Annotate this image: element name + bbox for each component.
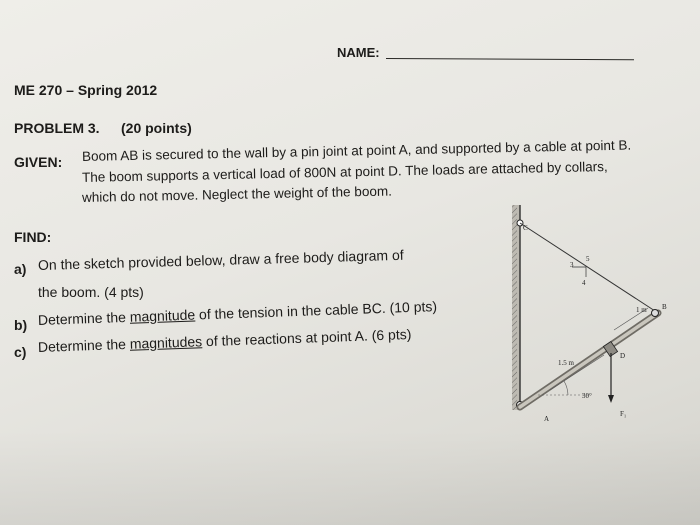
given-line-3: which do not move. Neglect the weight of the boom. [81,183,393,205]
part-b-pre: Determine the [37,308,131,328]
given-line-2: The boom supports a vertical load of 800N at point D. The loads are attached by collars, [81,158,608,185]
label-c: C [523,224,528,232]
angle-arc [564,381,568,395]
part-b-marker: b) [14,317,28,333]
slope-label-5: 5 [586,255,590,263]
end-b-fitting [652,310,659,317]
boom-diagram [490,195,680,440]
dim-label-1m: 1 m [636,306,647,314]
part-c-pre: Determine the [37,335,131,355]
part-c-text [38,327,412,354]
label-b: B [662,303,667,311]
problem-number: PROBLEM 3. [14,120,100,136]
part-b-text [38,299,437,327]
cable-bc [520,223,655,311]
course-title: ME 270 – Spring 2012 [14,82,158,98]
photo-shadow [0,430,700,525]
wall-hatching [512,205,517,410]
dim-label-15m: 1.5 m [558,359,574,367]
part-c-underlined: magnitudes [129,333,203,352]
part-c-post: of the reactions at point A. (6 pts) [201,325,412,350]
given-line-1: Boom AB is secured to the wall by a pin joint at point A, and supported by a cable at point B. [81,137,632,164]
slope-triangle [572,267,586,277]
part-b-post: of the tension in the cable BC. (10 pts) [194,298,438,323]
label-a: A [544,415,550,423]
name-label: NAME: [337,45,380,60]
name-blank-line [386,58,634,60]
angle-label: 30° [582,392,592,400]
given-label: GIVEN: [14,154,63,170]
part-a-line-1: On the sketch provided below, draw a free body diagram of [37,246,404,273]
problem-points: (20 points) [121,120,192,136]
force-arrowhead [608,395,614,403]
part-c-marker: c) [14,344,27,360]
part-a-line-2: the boom. (4 pts) [38,284,144,300]
part-b-underlined: magnitude [129,306,196,325]
part-a-marker: a) [14,261,27,277]
label-d: D [620,352,626,360]
slope-label-4: 4 [582,279,586,287]
force-label: F₁ [620,410,627,418]
slope-label-3: 3 [570,261,574,269]
find-label: FIND: [14,229,52,245]
